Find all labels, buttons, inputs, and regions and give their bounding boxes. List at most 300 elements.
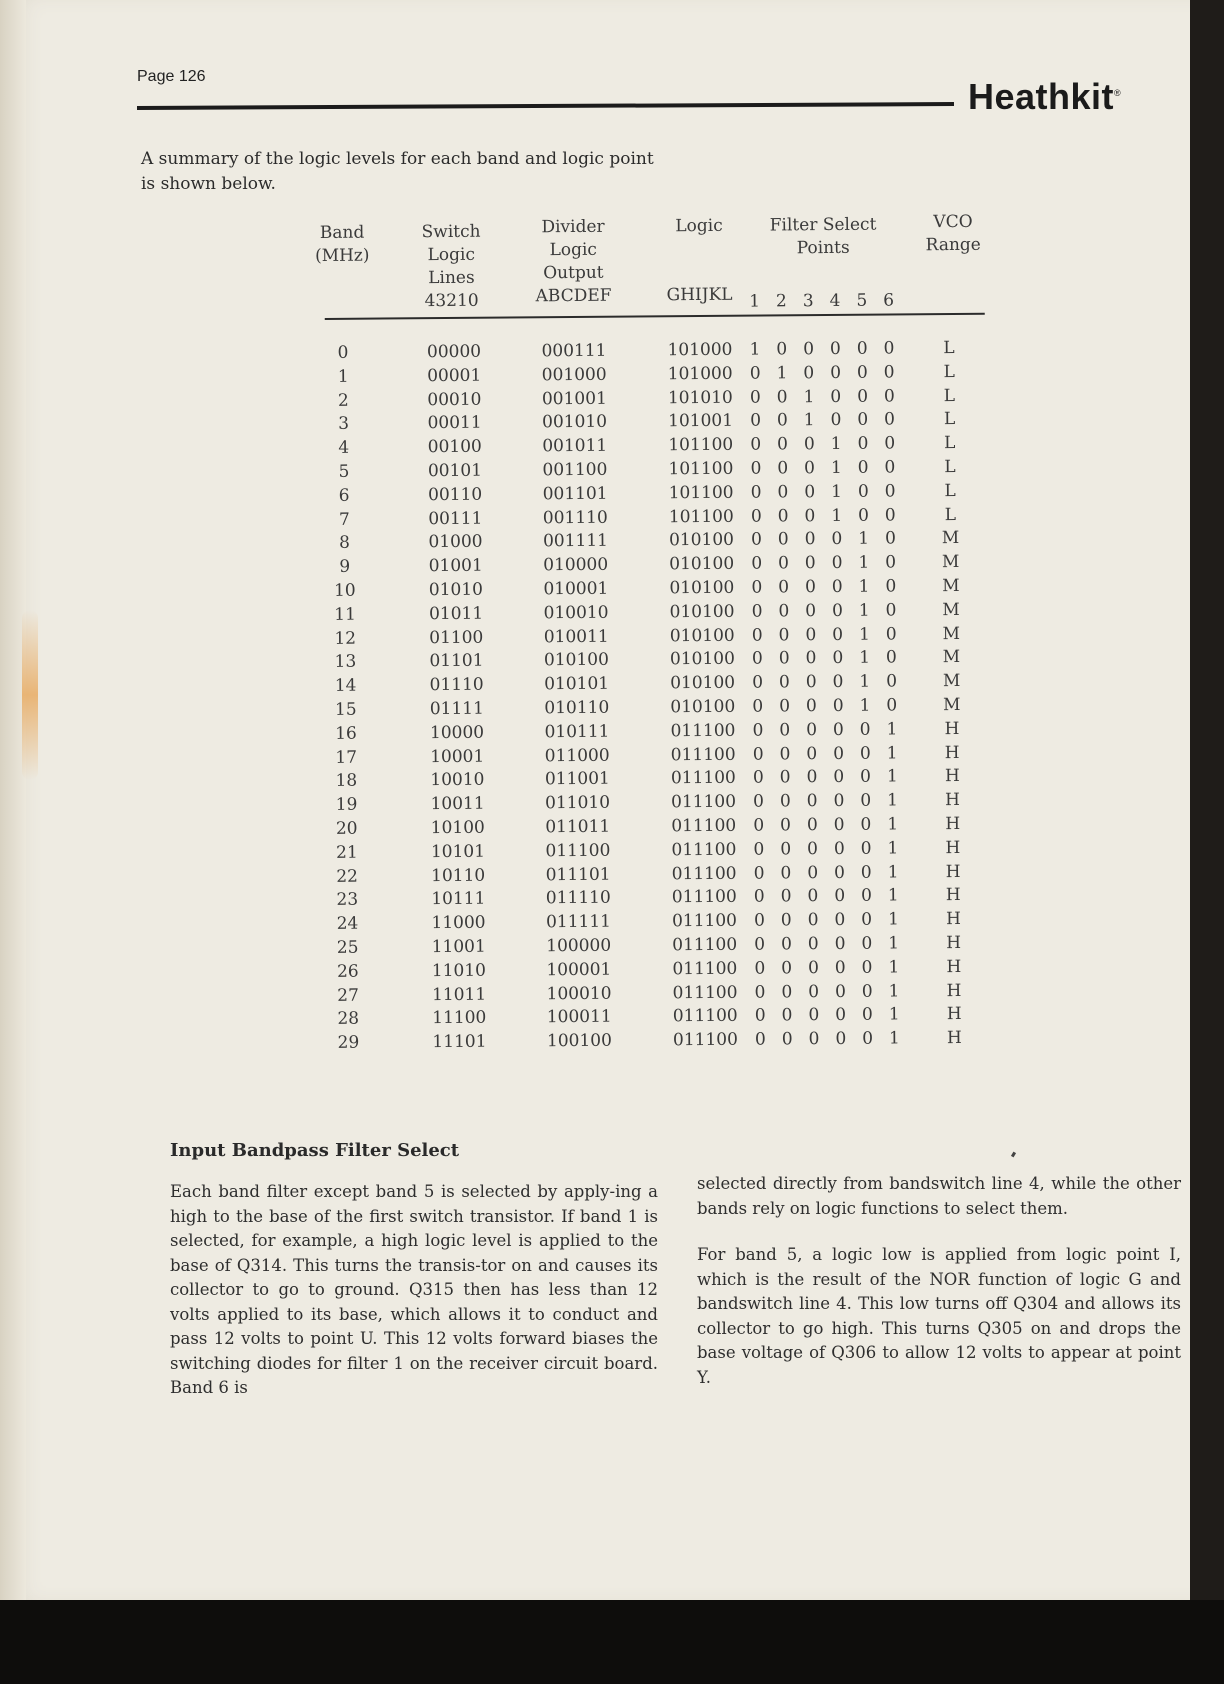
filter-select-cell xyxy=(749,552,899,577)
switch-logic-cell: 01100 xyxy=(429,627,484,648)
divider-output-cell: 100010 xyxy=(546,983,612,1004)
filter-bit: 1 xyxy=(888,957,900,978)
filter-bit: 1 xyxy=(803,386,815,407)
page-number: Page 126 xyxy=(137,68,206,85)
filter-bit: 0 xyxy=(750,434,762,455)
filter-bit: 0 xyxy=(781,1005,793,1026)
filter-bit: 1 xyxy=(888,933,900,954)
filter-bit: 0 xyxy=(754,1005,766,1026)
filter-bit: 0 xyxy=(805,624,817,645)
filter-bit: 0 xyxy=(834,862,845,883)
filter-bit: 0 xyxy=(754,958,766,979)
band-cell: 9 xyxy=(339,556,351,578)
filter-point-6: 6 xyxy=(883,290,895,311)
logic-cell: 011100 xyxy=(670,768,736,789)
filter-select-cell xyxy=(750,790,900,815)
filter-bit: 0 xyxy=(752,744,764,765)
body-paragraph: selected directly from bandswitch line 4, while the other bands rely on logic functions to select them. xyxy=(697,1174,1181,1218)
band-cell: 24 xyxy=(336,913,359,934)
filter-bit: 1 xyxy=(886,719,898,740)
divider-output-cell: 001010 xyxy=(542,412,608,433)
filter-bit: 0 xyxy=(751,553,763,574)
logic-cell: 010100 xyxy=(669,625,735,646)
switch-logic-cell: 00100 xyxy=(427,436,482,458)
switch-logic-cell: 11000 xyxy=(431,912,486,934)
filter-select-cell xyxy=(750,766,900,791)
vco-range-cell: H xyxy=(945,790,961,811)
filter-bit: 0 xyxy=(807,838,819,859)
filter-bit: 0 xyxy=(777,458,789,479)
logic-cell: 101010 xyxy=(667,387,733,408)
divider-output-cell: 001011 xyxy=(542,435,608,457)
header-divider xyxy=(523,216,624,309)
filter-bit: 0 xyxy=(832,624,844,645)
filter-bit: 1 xyxy=(886,766,898,787)
filter-bit: 0 xyxy=(778,672,790,693)
logic-cell: 101001 xyxy=(668,411,734,432)
divider-output-cell: 011000 xyxy=(544,745,610,766)
divider-output-cell: 010111 xyxy=(544,721,610,742)
header-vco-line: Range xyxy=(925,234,981,256)
filter-bit: 0 xyxy=(751,577,763,598)
switch-logic-cell: 00011 xyxy=(427,413,482,434)
filter-bit: 0 xyxy=(883,362,895,383)
divider-output-cell: 011111 xyxy=(545,911,612,933)
divider-output-cell: 010110 xyxy=(544,697,610,719)
filter-bit: 0 xyxy=(808,1005,820,1026)
vco-range-cell: M xyxy=(942,671,961,692)
header-band-line: Band xyxy=(319,222,365,243)
switch-logic-cell: 10001 xyxy=(430,746,485,767)
filter-point-2: 2 xyxy=(775,291,787,312)
divider-output-cell: 010011 xyxy=(543,626,609,647)
filter-bit: 1 xyxy=(887,838,899,859)
filter-bit: 0 xyxy=(808,1029,820,1050)
band-cell: 13 xyxy=(334,652,357,673)
band-cell: 3 xyxy=(338,414,350,435)
filter-select-cell xyxy=(749,623,899,648)
filter-select-cell xyxy=(752,956,902,981)
filter-bit: 0 xyxy=(750,410,762,432)
filter-bit: 0 xyxy=(776,386,788,407)
filter-bit: 0 xyxy=(803,339,815,360)
switch-logic-cell: 00111 xyxy=(428,508,483,529)
filter-bit: 0 xyxy=(807,910,819,931)
filter-bit: 0 xyxy=(805,672,817,693)
header-filter-line: Points xyxy=(796,237,850,259)
logic-cell: 011100 xyxy=(671,887,737,908)
vco-range-cell: H xyxy=(946,1028,962,1049)
filter-select-cell xyxy=(750,694,900,719)
filter-bit: 0 xyxy=(804,481,816,502)
header-switch xyxy=(406,221,497,314)
band-cell: 22 xyxy=(336,866,359,887)
divider-output-cell: 010101 xyxy=(544,673,610,695)
filter-bit: 0 xyxy=(830,386,842,407)
logic-cell: 011100 xyxy=(670,720,736,741)
switch-logic-cell: 10010 xyxy=(430,770,485,791)
filter-bit: 0 xyxy=(804,458,816,479)
divider-output-cell: 100000 xyxy=(546,935,612,957)
filter-bit: 1 xyxy=(887,790,899,811)
filter-bit: 0 xyxy=(834,886,846,907)
filter-point-numbers xyxy=(747,290,897,311)
filter-bit: 0 xyxy=(753,886,765,907)
filter-bit: 1 xyxy=(859,648,871,669)
filter-select-cell xyxy=(752,1028,902,1053)
logic-cell: 011100 xyxy=(672,934,738,956)
filter-select-cell xyxy=(751,885,901,910)
header-divider-line: Logic xyxy=(549,239,597,261)
filter-bit: 0 xyxy=(884,505,896,526)
filter-select-cell xyxy=(749,575,899,600)
filter-bit: 0 xyxy=(754,910,765,931)
filter-bit: 0 xyxy=(806,743,818,764)
body-column-right xyxy=(697,1172,1181,1412)
filter-select-cell xyxy=(751,813,901,838)
band-cell: 14 xyxy=(334,675,357,697)
filter-bit: 0 xyxy=(885,552,897,573)
filter-bit: 0 xyxy=(807,862,819,883)
divider-output-cell: 011110 xyxy=(545,888,611,909)
filter-bit: 0 xyxy=(806,719,818,740)
vco-range-cell: H xyxy=(945,813,961,835)
filter-bit: 0 xyxy=(831,553,843,574)
filter-bit: 1 xyxy=(858,624,870,645)
filter-bit: 0 xyxy=(753,839,765,860)
filter-bit: 0 xyxy=(859,743,871,764)
vco-range-cell: M xyxy=(943,694,961,716)
filter-select-cell xyxy=(748,456,898,481)
divider-output-cell: 011101 xyxy=(545,864,611,885)
filter-bit: 0 xyxy=(778,577,790,598)
switch-logic-cell: 10111 xyxy=(431,889,486,910)
filter-bit: 0 xyxy=(752,672,764,693)
filter-select-cell xyxy=(750,742,900,767)
section-title: Input Bandpass Filter Select xyxy=(170,1140,460,1161)
header-vco-line: VCO xyxy=(933,211,973,233)
filter-bit: 0 xyxy=(780,815,792,836)
filter-point-5: 5 xyxy=(856,290,868,311)
registered-mark: ® xyxy=(1114,88,1122,98)
header-logic-line: GHIJKL xyxy=(666,284,733,306)
band-cell: 1 xyxy=(337,366,349,387)
header-divider-line: Divider xyxy=(541,216,605,238)
filter-bit: 0 xyxy=(806,815,818,836)
filter-select-cell xyxy=(748,528,898,553)
filter-bit: 0 xyxy=(886,695,898,716)
filter-select-cell xyxy=(751,861,901,886)
brand-logo xyxy=(968,76,1121,118)
band-cell: 8 xyxy=(339,533,351,554)
filter-select-cell xyxy=(750,718,900,743)
filter-bit: 0 xyxy=(884,433,896,454)
filter-bit: 0 xyxy=(835,1028,847,1050)
vco-range-cell: L xyxy=(944,456,956,478)
paper-speck xyxy=(1011,1152,1016,1158)
filter-bit: 1 xyxy=(830,457,842,478)
filter-bit: 0 xyxy=(751,648,763,669)
filter-bit: 0 xyxy=(831,600,843,621)
filter-select-cell xyxy=(749,599,899,624)
vco-range-cell: M xyxy=(942,575,960,597)
filter-bit: 0 xyxy=(806,791,818,812)
vco-range-cell: H xyxy=(944,718,960,739)
filter-bit: 0 xyxy=(834,910,846,931)
divider-output-cell: 011100 xyxy=(545,840,611,861)
header-divider-line: Output xyxy=(543,262,604,284)
vco-range-cell: L xyxy=(943,385,956,406)
filter-bit: 0 xyxy=(860,838,872,859)
logic-cell: 011100 xyxy=(671,910,738,932)
switch-logic-cell: 00101 xyxy=(427,460,483,482)
logic-cell: 010100 xyxy=(669,601,735,623)
filter-bit: 0 xyxy=(885,647,897,668)
band-cell: 19 xyxy=(335,794,358,816)
filter-bit: 0 xyxy=(753,863,765,884)
switch-logic-cell: 00110 xyxy=(428,484,483,505)
header-switch-line: Switch xyxy=(421,221,481,243)
header-spacer xyxy=(656,238,742,285)
divider-output-cell: 011001 xyxy=(544,769,610,790)
filter-bit: 0 xyxy=(751,625,763,646)
filter-bit: 0 xyxy=(807,886,819,907)
filter-bit: 0 xyxy=(833,791,845,812)
switch-logic-cell: 11100 xyxy=(432,1008,487,1029)
filter-bit: 0 xyxy=(833,814,845,835)
filter-select-cell xyxy=(747,409,897,434)
filter-bit: 1 xyxy=(831,481,843,502)
divider-output-cell: 010001 xyxy=(543,578,609,600)
filter-bit: 0 xyxy=(778,624,790,645)
switch-logic-cell: 10011 xyxy=(430,793,485,815)
filter-bit: 0 xyxy=(749,387,761,408)
filter-select-cell xyxy=(748,480,898,505)
filter-bit: 0 xyxy=(805,696,817,717)
filter-bit: 0 xyxy=(885,600,897,621)
logic-cell: 101100 xyxy=(668,482,734,504)
filter-bit: 0 xyxy=(754,1029,766,1050)
filter-bit: 0 xyxy=(754,934,766,955)
filter-select-cell xyxy=(747,361,897,386)
filter-bit: 0 xyxy=(884,457,896,478)
band-cell: 28 xyxy=(337,1009,360,1030)
filter-bit: 0 xyxy=(856,338,868,359)
table-header xyxy=(314,211,989,320)
vco-range-cell: H xyxy=(945,837,961,858)
switch-logic-cell: 01011 xyxy=(428,603,484,624)
header-switch-line: 43210 xyxy=(424,290,479,312)
filter-bit: 0 xyxy=(777,529,789,550)
band-cell: 0 xyxy=(337,342,349,363)
filter-bit: 1 xyxy=(858,552,870,573)
band-cell: 6 xyxy=(338,485,350,506)
divider-output-cell: 100001 xyxy=(546,959,612,980)
brand-name: Heathkit xyxy=(968,76,1115,117)
filter-bit: 0 xyxy=(831,529,843,550)
filter-point-1: 1 xyxy=(749,291,761,312)
filter-point-3: 3 xyxy=(802,291,814,312)
filter-bit: 0 xyxy=(780,839,792,860)
filter-bit: 0 xyxy=(832,648,844,669)
filter-bit: 0 xyxy=(834,933,846,954)
band-cell: 4 xyxy=(338,437,350,459)
filter-bit: 0 xyxy=(803,362,815,383)
vco-range-cell: H xyxy=(945,909,961,930)
band-cell: 12 xyxy=(334,628,357,649)
filter-bit: 0 xyxy=(751,529,762,550)
filter-bit: 0 xyxy=(834,957,846,978)
band-cell: 15 xyxy=(334,699,357,720)
filter-bit: 0 xyxy=(804,553,816,574)
logic-cell: 011100 xyxy=(672,982,738,1003)
vco-range-cell: H xyxy=(945,861,961,882)
filter-bit: 1 xyxy=(888,1004,900,1025)
switch-logic-cell: 01111 xyxy=(429,698,484,720)
vco-range-cell: H xyxy=(946,932,962,954)
switch-logic-cell: 01101 xyxy=(429,651,484,672)
switch-logic-cell: 10100 xyxy=(430,817,485,839)
background-bottom xyxy=(0,1600,1224,1684)
filter-select-cell xyxy=(750,671,900,696)
filter-bit: 1 xyxy=(887,885,899,906)
filter-bit: 0 xyxy=(861,1004,873,1026)
body-column-left xyxy=(170,1180,658,1423)
filter-bit: 1 xyxy=(888,1028,900,1049)
vco-range-cell: H xyxy=(946,956,962,977)
filter-bit: 0 xyxy=(779,743,791,764)
filter-bit: 0 xyxy=(858,505,869,526)
filter-bit: 0 xyxy=(808,981,820,1002)
filter-bit: 0 xyxy=(835,1005,847,1026)
filter-select-cell xyxy=(751,837,901,862)
filter-bit: 0 xyxy=(752,720,764,741)
switch-logic-cell: 01000 xyxy=(428,532,483,553)
filter-bit: 0 xyxy=(859,719,871,740)
band-cell: 10 xyxy=(333,580,356,601)
switch-logic-cell: 01001 xyxy=(428,555,483,577)
switch-logic-cell: 10110 xyxy=(431,865,486,886)
filter-bit: 0 xyxy=(829,338,841,359)
filter-bit: 0 xyxy=(776,339,788,360)
filter-bit: 0 xyxy=(752,767,764,788)
filter-bit: 1 xyxy=(858,600,870,621)
filter-select-cell xyxy=(752,932,902,957)
band-cell: 27 xyxy=(337,985,359,1006)
filter-bit: 0 xyxy=(781,981,793,1002)
logic-cell: 010100 xyxy=(669,553,735,575)
filter-bit: 0 xyxy=(856,362,868,383)
switch-logic-cell: 10101 xyxy=(430,841,486,862)
filter-bit: 0 xyxy=(752,696,764,717)
filter-bit: 1 xyxy=(858,529,870,550)
vco-range-cell: H xyxy=(944,766,960,787)
filter-bit: 0 xyxy=(860,885,872,907)
filter-bit: 1 xyxy=(776,363,788,384)
paper-stain xyxy=(22,610,38,780)
header-band xyxy=(312,222,372,268)
filter-bit: 0 xyxy=(861,957,873,978)
filter-bit: 0 xyxy=(780,886,792,907)
logic-cell: 011100 xyxy=(672,958,738,979)
filter-bit: 0 xyxy=(804,505,816,526)
switch-logic-cell: 01110 xyxy=(429,674,484,696)
filter-bit: 1 xyxy=(859,695,871,716)
filter-bit: 0 xyxy=(832,672,844,693)
filter-bit: 1 xyxy=(749,339,761,360)
intro-text: A summary of the logic levels for each band and logic point is shown below. xyxy=(141,149,654,194)
logic-level-table xyxy=(314,211,989,1053)
switch-logic-cell: 00001 xyxy=(427,365,482,386)
filter-bit: 0 xyxy=(779,720,791,741)
band-cell: 26 xyxy=(336,961,359,982)
filter-bit: 0 xyxy=(804,529,816,550)
band-cell: 21 xyxy=(336,842,358,863)
filter-select-cell xyxy=(747,385,897,410)
vco-range-cell: L xyxy=(943,409,956,430)
logic-cell: 101100 xyxy=(668,434,734,456)
page-edge xyxy=(0,0,26,1600)
filter-select-cell xyxy=(749,647,899,672)
divider-output-cell: 001110 xyxy=(542,507,608,528)
filter-bit: 0 xyxy=(857,433,869,454)
filter-bit: 0 xyxy=(857,386,869,407)
logic-cell: 010100 xyxy=(669,649,735,670)
logic-cell: 011100 xyxy=(671,791,737,813)
divider-output-cell: 001111 xyxy=(542,531,609,552)
filter-bit: 0 xyxy=(861,909,873,930)
filter-bit: 0 xyxy=(804,577,816,598)
filter-bit: 0 xyxy=(830,410,842,431)
header-logic xyxy=(656,215,743,308)
band-cell: 20 xyxy=(335,818,358,839)
vco-range-cell: H xyxy=(946,980,962,1001)
logic-cell: 010100 xyxy=(670,696,736,718)
filter-bit: 0 xyxy=(750,506,762,527)
filter-bit: 0 xyxy=(777,505,789,526)
filter-bit: 0 xyxy=(781,958,793,979)
divider-output-cell: 001000 xyxy=(541,364,607,386)
logic-cell: 101000 xyxy=(667,339,733,361)
divider-output-cell: 001001 xyxy=(541,388,607,409)
filter-bit: 0 xyxy=(886,671,898,692)
filter-bit: 0 xyxy=(777,482,789,503)
switch-logic-cell: 11011 xyxy=(431,984,487,1005)
band-cell: 23 xyxy=(336,890,359,911)
filter-bit: 0 xyxy=(883,386,895,407)
filter-bit: 0 xyxy=(779,696,791,717)
filter-select-cell xyxy=(748,504,898,529)
filter-bit: 1 xyxy=(886,743,898,764)
vco-range-cell: L xyxy=(944,480,956,501)
switch-logic-cell: 10000 xyxy=(429,722,485,743)
filter-bit: 0 xyxy=(807,934,819,955)
filter-bit: 0 xyxy=(857,410,869,431)
vco-range-cell: H xyxy=(946,1004,962,1025)
filter-bit: 0 xyxy=(884,481,896,502)
divider-output-cell: 100011 xyxy=(546,1007,612,1028)
filter-bit: 0 xyxy=(806,767,818,788)
filter-bit: 0 xyxy=(751,601,763,622)
divider-output-cell: 000111 xyxy=(541,340,607,362)
band-cell: 2 xyxy=(337,390,349,411)
logic-cell: 011100 xyxy=(670,744,736,765)
logic-cell: 010100 xyxy=(670,672,736,694)
switch-logic-cell: 11101 xyxy=(432,1031,487,1053)
header-filter-line: Filter Select xyxy=(769,214,877,236)
filter-bit: 0 xyxy=(780,862,792,883)
divider-output-cell: 010010 xyxy=(543,602,609,624)
